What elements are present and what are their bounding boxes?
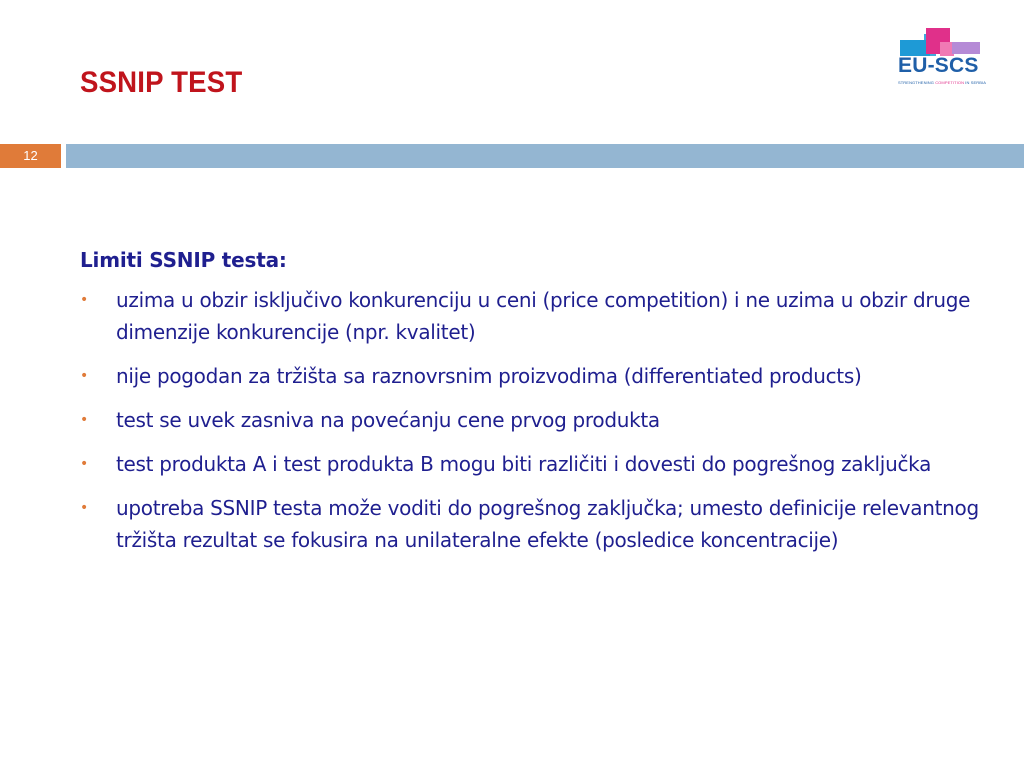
bullet-item: • upotreba SSNIP testa može voditi do pogrešnog zaključka; umesto definicije relevantnog tržišta rezultat se fokusira na unilateralne efekte (posledice koncentracije) <box>80 492 1000 556</box>
bullet-dot-icon: • <box>80 500 88 516</box>
bullet-item: • uzima u obzir isključivo konkurenciju u ceni (price competition) i ne uzima u obzir druge dimenzije konkurencije (npr. kvalitet) <box>80 284 1000 348</box>
slide-title: SSNIP TEST <box>80 66 243 99</box>
bullet-item: • nije pogodan za tržišta sa raznovrsnim proizvodima (differentiated products) <box>80 360 1000 392</box>
eu-scs-logo <box>896 28 986 90</box>
page-number: 12 <box>0 144 61 168</box>
logo-tagline: STRENGTHENING COMPETITION IN SERBIA <box>898 80 986 85</box>
bullet-item: • test se uvek zasniva na povećanju cene prvog produkta <box>80 404 1000 436</box>
logo-text: EU-SCS <box>898 54 979 77</box>
bullet-dot-icon: • <box>80 456 88 472</box>
bullet-item: • test produkta A i test produkta B mogu biti različiti i dovesti do pogrešnog zaključka <box>80 448 1000 480</box>
slide-content <box>80 244 1000 568</box>
bullet-list <box>80 284 1000 556</box>
bullet-dot-icon: • <box>80 292 88 308</box>
bullet-dot-icon: • <box>80 412 88 428</box>
logo-blocks-graphic <box>896 28 986 56</box>
header-rule <box>66 144 1024 168</box>
bullet-dot-icon: • <box>80 368 88 384</box>
content-heading: Limiti SSNIP testa: <box>80 248 287 272</box>
